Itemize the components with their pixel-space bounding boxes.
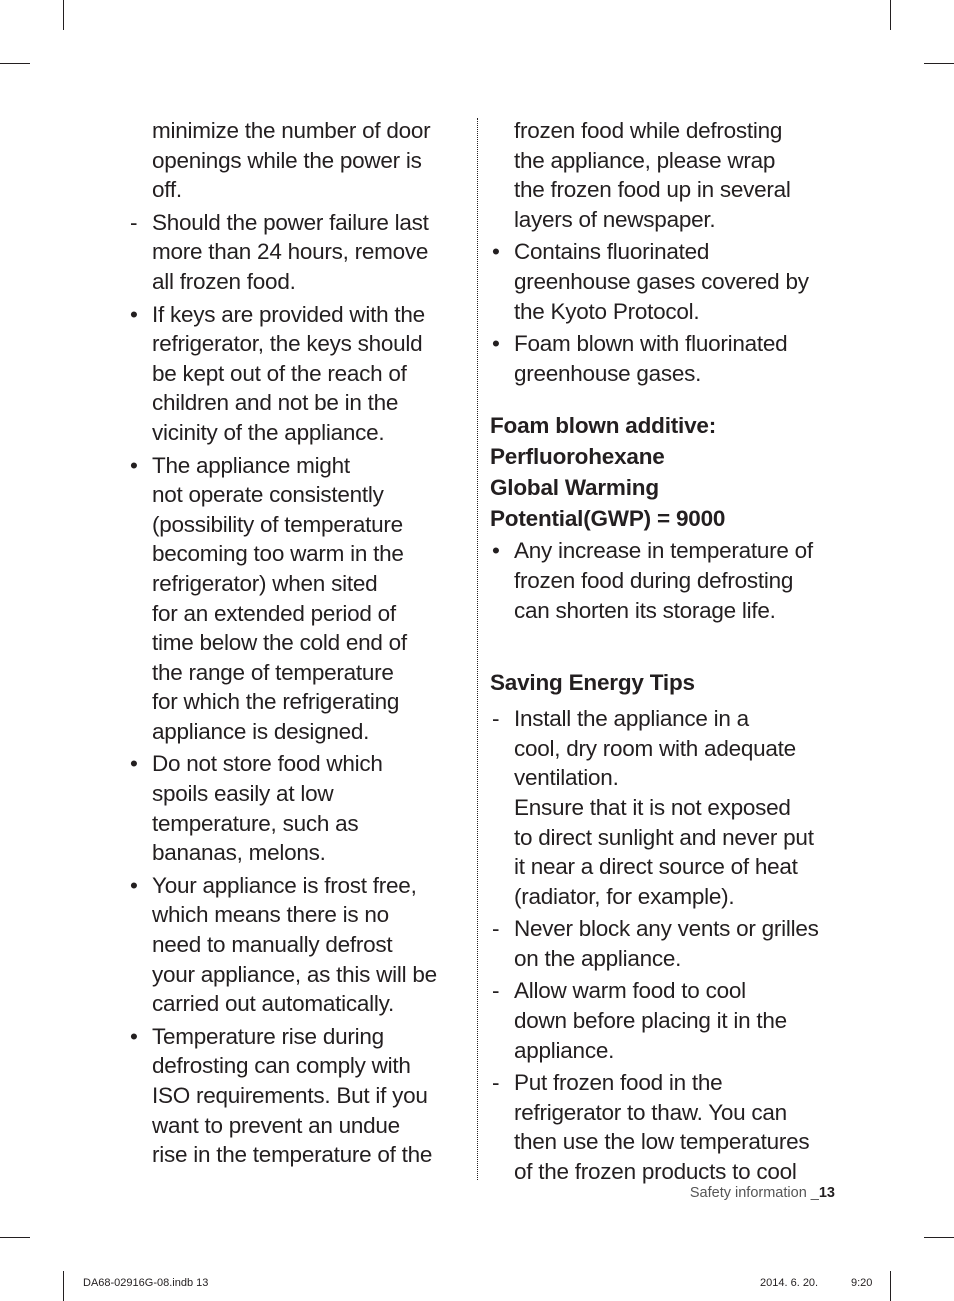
text-line: Should the power failure last (152, 209, 429, 235)
text-line: your appliance, as this will be (152, 961, 437, 987)
heading-line: Foam blown additive: (490, 413, 717, 439)
text-line: openings while the power is (152, 147, 422, 173)
text-line: Foam blown with fluorinated (514, 331, 788, 357)
text-line: layers of newspaper. (514, 206, 716, 232)
text-line: to direct sunlight and never put (514, 824, 814, 850)
list-item (490, 536, 835, 625)
crop-mark (924, 1237, 954, 1238)
page-number: 13 (818, 1185, 835, 1201)
text-line: ventilation. (514, 765, 619, 791)
crop-mark (63, 0, 64, 30)
text-line: down before placing it in the (514, 1008, 787, 1034)
text-line: of the frozen products to cool (514, 1159, 797, 1185)
text-line: all frozen food. (152, 268, 296, 294)
text-line: Install the appliance in a (514, 706, 749, 732)
crop-mark (924, 63, 954, 64)
list-item (128, 116, 463, 205)
text-line: then use the low temperatures (514, 1129, 810, 1155)
text-line: for which the refrigerating (152, 689, 400, 715)
text-line: The appliance might (152, 452, 350, 478)
text-line: children and not be in the (152, 390, 399, 416)
text-line: want to prevent an undue (152, 1112, 400, 1138)
list-item (128, 208, 463, 297)
list-item (128, 871, 463, 1019)
text-line: carried out automatically. (152, 991, 394, 1017)
list-item (490, 116, 835, 234)
list-item (490, 237, 835, 326)
text-line: Ensure that it is not exposed (514, 794, 791, 820)
text-line: more than 24 hours, remove (152, 239, 429, 265)
crop-mark (0, 63, 30, 64)
text-line: Any increase in temperature of (514, 538, 813, 564)
foam-heading (490, 410, 835, 534)
text-line: time below the cold end of (152, 630, 407, 656)
bullet-marker: • (130, 1023, 138, 1049)
text-line: minimize the number of door (152, 118, 431, 143)
dash-marker: - (492, 1070, 500, 1096)
text-line: spoils easily at low (152, 781, 334, 807)
text-line: greenhouse gases. (514, 360, 702, 386)
text-line: frozen food while defrosting (514, 118, 783, 143)
dash-marker: - (492, 706, 500, 732)
energy-tips-list (490, 704, 835, 1187)
list-item (490, 1068, 835, 1186)
right-column (490, 116, 835, 1190)
crop-mark (890, 0, 891, 30)
foam-list (490, 536, 835, 625)
heading-line: Global Warming (490, 475, 659, 501)
list-item (128, 749, 463, 867)
slug-date: 2014. 6. 20. (760, 1277, 819, 1289)
text-line: refrigerator to thaw. You can (514, 1099, 787, 1125)
list-item (128, 300, 463, 448)
heading-line: Potential(GWP) = 9000 (490, 506, 726, 532)
text-line: becoming too warm in the (152, 541, 404, 567)
text-line: off. (152, 177, 182, 203)
column-divider (477, 118, 478, 1180)
text-line: greenhouse gases covered by (514, 268, 809, 294)
bullet-marker: • (492, 538, 500, 564)
crop-mark (63, 1271, 64, 1301)
right-top-list (490, 116, 835, 388)
text-line: the Kyoto Protocol. (514, 298, 700, 324)
dash-marker: - (130, 209, 138, 235)
dash-marker: - (492, 916, 500, 942)
text-line: can shorten its storage life. (514, 597, 776, 623)
text-line: Do not store food which (152, 751, 383, 777)
bullet-marker: • (130, 751, 138, 777)
text-line: cool, dry room with adequate (514, 735, 796, 761)
list-item (490, 976, 835, 1065)
energy-heading: Saving Energy Tips (490, 670, 695, 696)
text-line: refrigerator, the keys should (152, 331, 423, 357)
text-line: defrosting can comply with (152, 1053, 411, 1079)
text-line: ISO requirements. But if you (152, 1083, 428, 1108)
text-line: the appliance, please wrap (514, 147, 776, 173)
bullet-marker: • (492, 331, 500, 357)
slug-time: 9:20 (851, 1277, 873, 1289)
text-line: which means there is no (152, 902, 389, 928)
text-line: the frozen food up in several (514, 177, 791, 203)
bullet-marker: • (130, 452, 138, 478)
text-line: be kept out of the reach of (152, 360, 407, 386)
text-line: Your appliance is frost free, (152, 872, 417, 898)
text-line: appliance is designed. (152, 718, 370, 744)
footer-section: Safety information _ (689, 1185, 819, 1201)
text-line: Contains fluorinated (514, 239, 710, 265)
list-item (490, 914, 835, 973)
text-line: temperature, such as (152, 810, 359, 836)
text-line: (radiator, for example). (514, 883, 735, 909)
list-item (128, 1022, 463, 1170)
text-line: bananas, melons. (152, 840, 326, 866)
crop-mark (0, 1237, 30, 1238)
text-line: Allow warm food to cool (514, 978, 746, 1004)
text-line: the range of temperature (152, 659, 394, 685)
dash-marker: - (492, 978, 500, 1004)
list-item (128, 451, 463, 747)
bullet-marker: • (130, 872, 138, 898)
page-footer (690, 1185, 835, 1201)
slug-filename: DA68-02916G-08.indb 13 (83, 1277, 209, 1289)
text-line: (possibility of temperature (152, 511, 403, 537)
list-item (490, 704, 835, 911)
text-line: If keys are provided with the (152, 301, 425, 327)
bullet-marker: • (492, 239, 500, 265)
text-line: Temperature rise during (152, 1023, 384, 1049)
text-line: need to manually defrost (152, 932, 393, 958)
text-line: Never block any vents or grilles (514, 916, 819, 942)
text-line: frozen food during defrosting (514, 567, 794, 593)
text-line: vicinity of the appliance. (152, 419, 385, 445)
crop-mark (890, 1271, 891, 1301)
text-line: appliance. (514, 1037, 615, 1063)
text-line: Put frozen food in the (514, 1070, 723, 1096)
text-line: for an extended period of (152, 600, 396, 626)
heading-line: Perfluorohexane (490, 444, 665, 470)
text-line: on the appliance. (514, 945, 682, 971)
bullet-marker: • (130, 301, 138, 327)
list-item (490, 329, 835, 388)
text-line: it near a direct source of heat (514, 854, 798, 880)
text-line: refrigerator) when sited (152, 570, 378, 596)
left-column (128, 116, 463, 1173)
text-line: not operate consistently (152, 482, 384, 508)
text-line: rise in the temperature of the (152, 1142, 433, 1168)
